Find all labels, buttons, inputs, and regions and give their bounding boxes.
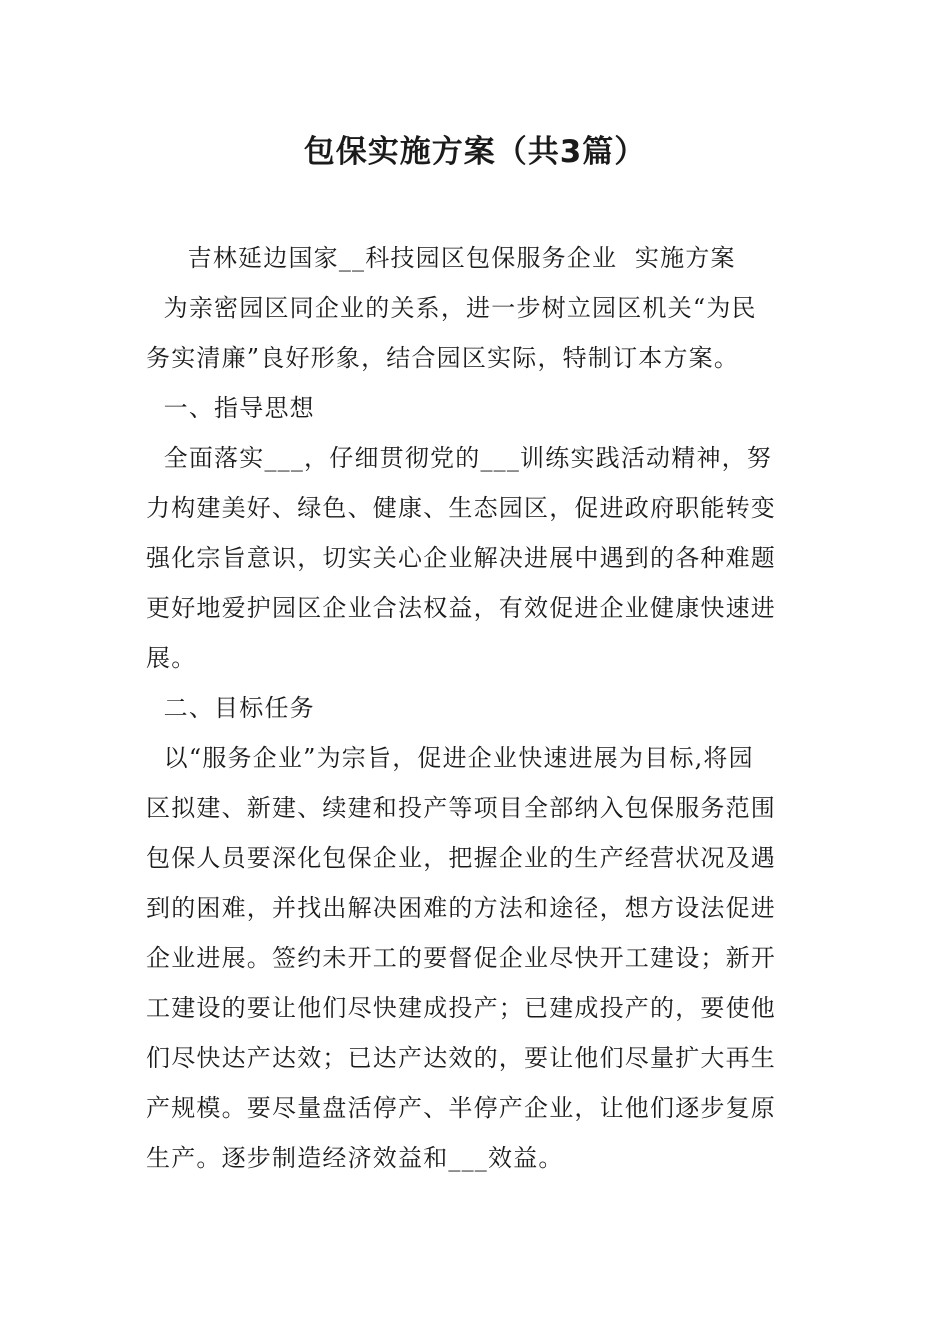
body-line: 包保人员要深化包保企业，把握企业的生产经营状况及遇 xyxy=(146,844,776,872)
body-line: 务实清廉”良好形象，结合园区实际，特制订本方案。 xyxy=(146,344,740,372)
body-line: 展。 xyxy=(146,644,197,672)
body-line: 工建设的要让他们尽快建成投产；已建成投产的，要使他 xyxy=(146,994,776,1022)
body-line: 为亲密园区同企业的关系，进一步树立园区机关“为民 xyxy=(146,294,757,322)
section-heading: 二、目标任务 xyxy=(146,694,315,722)
body-line: 们尽快达产达效；已达产达效的，要让他们尽量扩大再生 xyxy=(146,1044,776,1072)
body-line: 力构建美好、绿色、健康、生态园区，促进政府职能转变 xyxy=(146,494,776,522)
body-line: 全面落实___，仔细贯彻党的___训练实践活动精神，努 xyxy=(146,444,773,472)
body-line: 企业进展。签约未开工的要督促企业尽快开工建设；新开 xyxy=(146,944,776,972)
body-line: 强化宗旨意识，切实关心企业解决进展中遇到的各种难题 xyxy=(146,544,776,572)
subtitle-line: 吉林延边国家__科技园区包保服务企业 实施方案 xyxy=(170,244,736,272)
body-line: 区拟建、新建、续建和投产等项目全部纳入包保服务范围 xyxy=(146,794,776,822)
document-title: 包保实施方案（共3篇） xyxy=(303,134,647,170)
body-line: 更好地爱护园区企业合法权益，有效促进企业健康快速进 xyxy=(146,594,776,622)
body-line: 生产。逐步制造经济效益和___效益。 xyxy=(146,1144,564,1172)
section-heading: 一、指导思想 xyxy=(146,394,315,422)
body-line: 到的困难，并找出解决困难的方法和途径，想方设法促进 xyxy=(146,894,776,922)
body-line: 产规模。要尽量盘活停产、半停产企业，让他们逐步复原 xyxy=(146,1094,776,1122)
body-line: 以“服务企业”为宗旨，促进企业快速进展为目标,将园 xyxy=(146,744,754,772)
